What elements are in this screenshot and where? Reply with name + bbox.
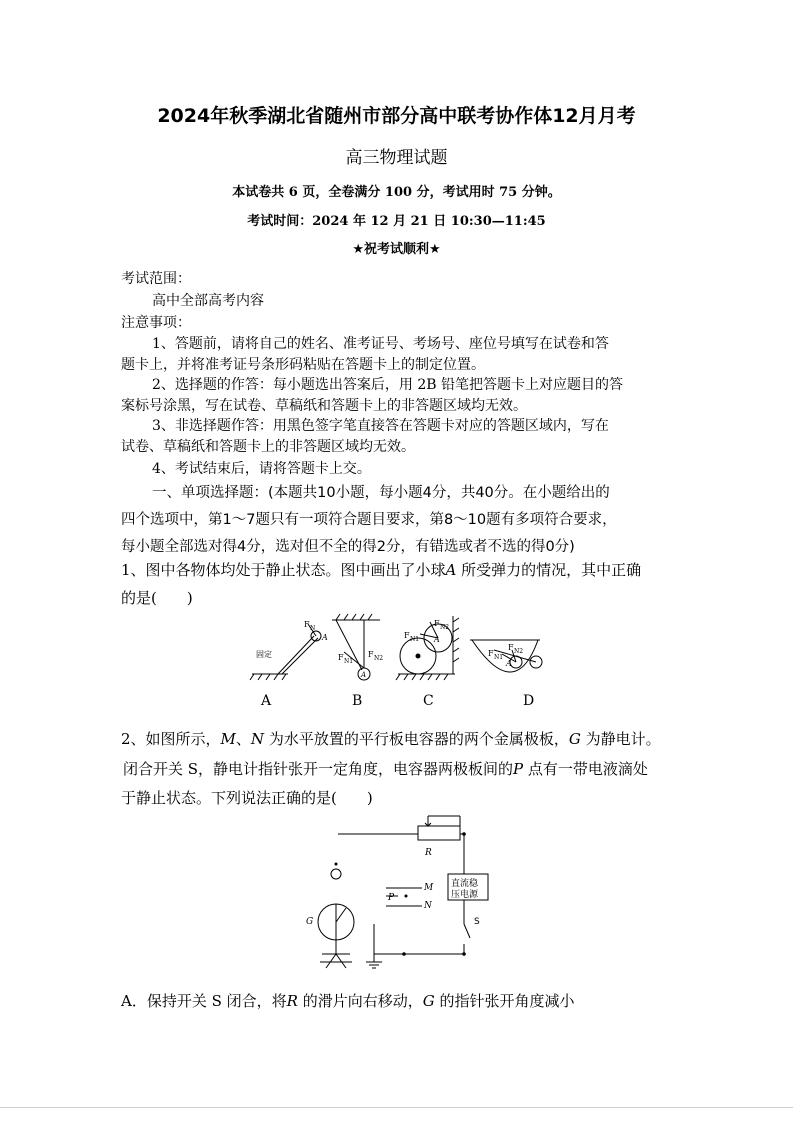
svg-text:N2: N2: [374, 655, 384, 662]
svg-text:R: R: [425, 848, 432, 858]
q2-option-a: A．保持开关 S 闭合，将R 的滑片向右移动，G 的指针张开角度减小: [121, 992, 575, 1010]
q2-circuit-figure: [300, 812, 510, 974]
section-line-1: 一、单项选择题：(本题共10小题，每小题4分，共40分。在小题给出的: [152, 485, 610, 501]
svg-text:A: A: [322, 633, 328, 642]
svg-text:F: F: [368, 650, 374, 659]
section-line-3: 每小题全部选对得4分，选对但不全的得2分，有错选或者不选的得0分): [121, 539, 575, 555]
q1-option-label-b: B: [352, 693, 363, 709]
q2-stem-line1: 2、如图所示，M、N 为水平放置的平行板电容器的两个金属极板，G 为静电计。: [121, 730, 661, 748]
q1-stem-line1: 1、图中各物体均处于静止状态。图中画出了小球A 所受弹力的情况，其中正确: [121, 561, 642, 579]
q1-figure-c: [396, 616, 459, 680]
svg-text:F: F: [338, 653, 344, 662]
q1-figure: [240, 612, 560, 684]
svg-text:F: F: [404, 631, 410, 640]
svg-text:N: N: [424, 901, 432, 911]
svg-text:N2: N2: [514, 648, 524, 655]
exam-info-time: 考试时间：2024 年 12 月 21 日 10:30—11:45: [247, 214, 546, 229]
note-2-line1: 2、选择题的作答：每小题选出答案后，用 2B 铅笔把答题卡上对应题目的答: [152, 377, 624, 393]
svg-text:M: M: [424, 883, 434, 893]
svg-text:压电源: 压电源: [451, 890, 479, 900]
svg-text:P: P: [388, 893, 395, 903]
svg-text:F: F: [304, 620, 310, 629]
q1-option-label-d: D: [523, 693, 535, 709]
q1-option-label-c: C: [423, 693, 434, 709]
q2-stem-line3: 于静止状态。下列说法正确的是( ): [121, 789, 373, 807]
exam-title: 2024年秋季湖北省随州市部分高中联考协作体12月月考: [157, 105, 636, 127]
section-line-2: 四个选项中，第1～7题只有一项符合题目要求，第8～10题有多项符合要求，: [121, 512, 617, 528]
svg-text:N2: N2: [440, 624, 450, 631]
q2-stem-line2: 闭合开关 S，静电计指针张开一定角度，电容器两极板间的P 点有一带电液滴处: [123, 760, 648, 778]
svg-text:A: A: [434, 635, 440, 644]
exam-subtitle: 高三物理试题: [345, 148, 448, 168]
scope-label: 考试范围：: [121, 271, 191, 287]
note-1-line2: 题卡上，并将准考证号条形码粘贴在答题卡上的制定位置。: [121, 357, 485, 373]
svg-text:N1: N1: [494, 654, 504, 661]
exam-info-pages: 本试卷共 6 页，全卷满分 100 分，考试用时 75 分钟。: [232, 185, 561, 200]
q1-option-label-a: A: [261, 693, 272, 709]
svg-text:直流稳: 直流稳: [451, 879, 479, 889]
svg-text:A: A: [361, 671, 367, 679]
note-4: 4、考试结束后，请将答题卡上交。: [152, 461, 371, 477]
svg-text:N1: N1: [410, 636, 420, 643]
svg-text:G: G: [306, 917, 314, 927]
svg-text:N: N: [310, 625, 316, 632]
notes-heading: 注意事项：: [121, 315, 191, 331]
svg-text:N1: N1: [344, 658, 354, 665]
exam-wish: ★祝考试顺利★: [352, 242, 441, 257]
svg-text:F: F: [508, 643, 514, 652]
q1-fixed-label: 固定: [256, 650, 272, 659]
svg-text:F: F: [488, 649, 494, 658]
scope-value: 高中全部高考内容: [152, 293, 264, 309]
note-1-line1: 1、答题前，请将自己的姓名、准考证号、考场号、座位号填写在试卷和答: [152, 336, 609, 352]
rheostat-r: [418, 826, 460, 840]
svg-text:F: F: [434, 619, 440, 628]
svg-text:A: A: [506, 659, 512, 668]
note-2-line2: 案标号涂黑，写在试卷、草稿纸和答题卡上的非答题区域均无效。: [121, 398, 527, 414]
page-bottom-rule: [0, 1107, 793, 1108]
note-3-line2: 试卷、草稿纸和答题卡上的非答题区域均无效。: [121, 439, 415, 455]
svg-text:S: S: [474, 917, 480, 927]
q1-figure-b: [332, 614, 380, 680]
note-3-line1: 3、非选择题作答：用黑色签字笔直接答在答题卡对应的答题区域内，写在: [152, 418, 609, 434]
q1-stem-line2: 的是( ): [121, 589, 193, 607]
